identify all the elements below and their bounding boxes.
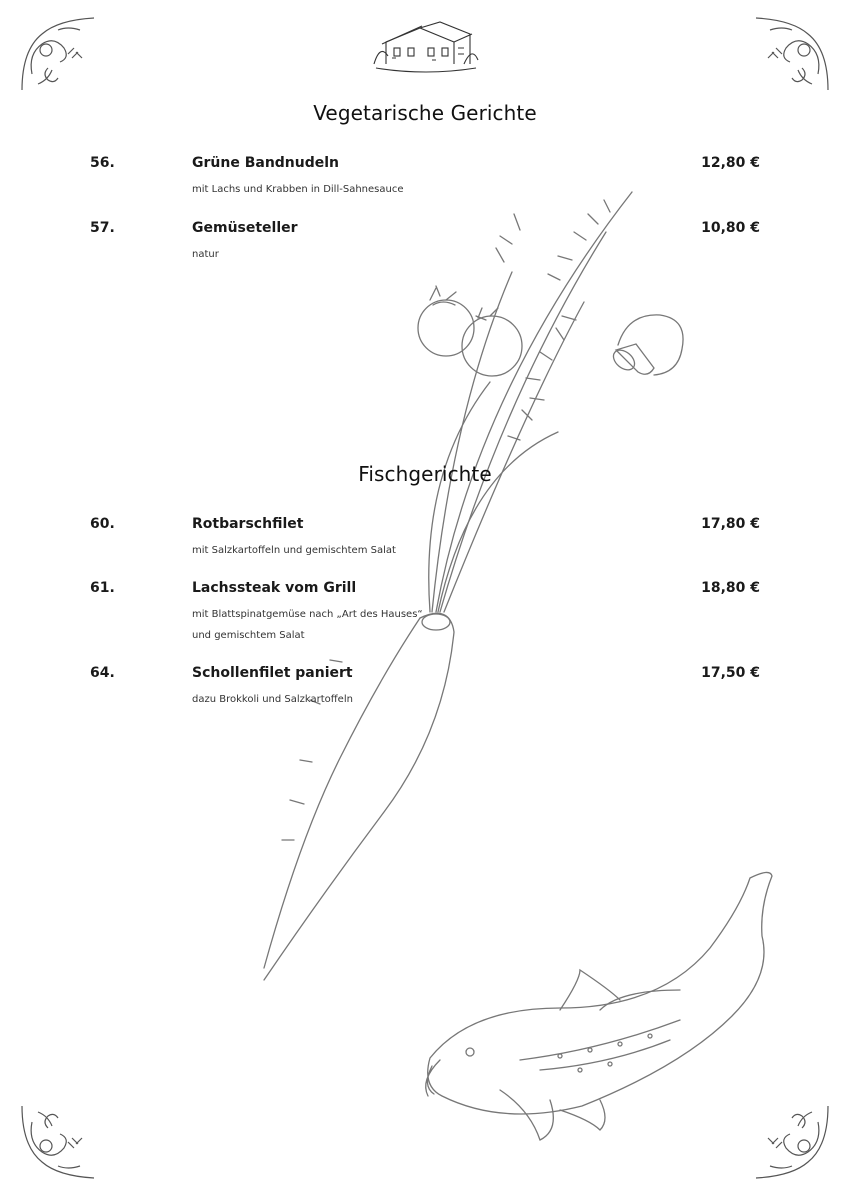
item-description [192,244,219,265]
menu-item [0,516,850,586]
item-description-line: mit Blattspinatgemüse nach „Art des Hauses“ [192,609,423,620]
item-description [192,179,403,200]
corner-ornament-bottom-right [752,1102,832,1182]
item-price: 17,80 € [701,516,760,532]
item-name: Schollenfilet paniert [192,665,353,681]
item-description-line: dazu Brokkoli und Salzkartoffeln [192,694,353,705]
mushroom-icon [610,315,683,375]
item-number: 57. [90,220,115,236]
house-logo [372,18,480,78]
item-number: 56. [90,155,115,171]
menu-item [0,155,850,225]
fish-icon [426,872,772,1140]
item-price: 17,50 € [701,665,760,681]
item-name: Rotbarschfilet [192,516,304,532]
corner-ornament-top-left [18,14,98,94]
item-description-line: und gemischtem Salat [192,630,305,641]
item-description [192,689,353,710]
item-price: 18,80 € [701,580,760,596]
tomato-icon [418,286,522,376]
item-name: Lachssteak vom Grill [192,580,357,596]
item-description-line: mit Lachs und Krabben in Dill-Sahnesauce [192,184,404,195]
menu-item [0,665,850,735]
menu-item [0,580,850,660]
item-price: 12,80 € [701,155,760,171]
item-name: Grüne Bandnudeln [192,155,340,171]
item-number: 60. [90,516,115,532]
item-description-line: mit Salzkartoffeln und gemischtem Salat [192,545,396,556]
corner-ornament-top-right [752,14,832,94]
section-title-fish: Fischgerichte [358,462,492,486]
item-description [192,540,396,561]
item-name: Gemüseteller [192,220,298,236]
menu-item [0,220,850,290]
item-description-line: natur [192,249,219,260]
item-number: 64. [90,665,115,681]
item-description [192,604,423,646]
item-number: 61. [90,580,115,596]
item-price: 10,80 € [701,220,760,236]
corner-ornament-bottom-left [18,1102,98,1182]
section-title-vegetarian: Vegetarische Gerichte [313,101,537,125]
